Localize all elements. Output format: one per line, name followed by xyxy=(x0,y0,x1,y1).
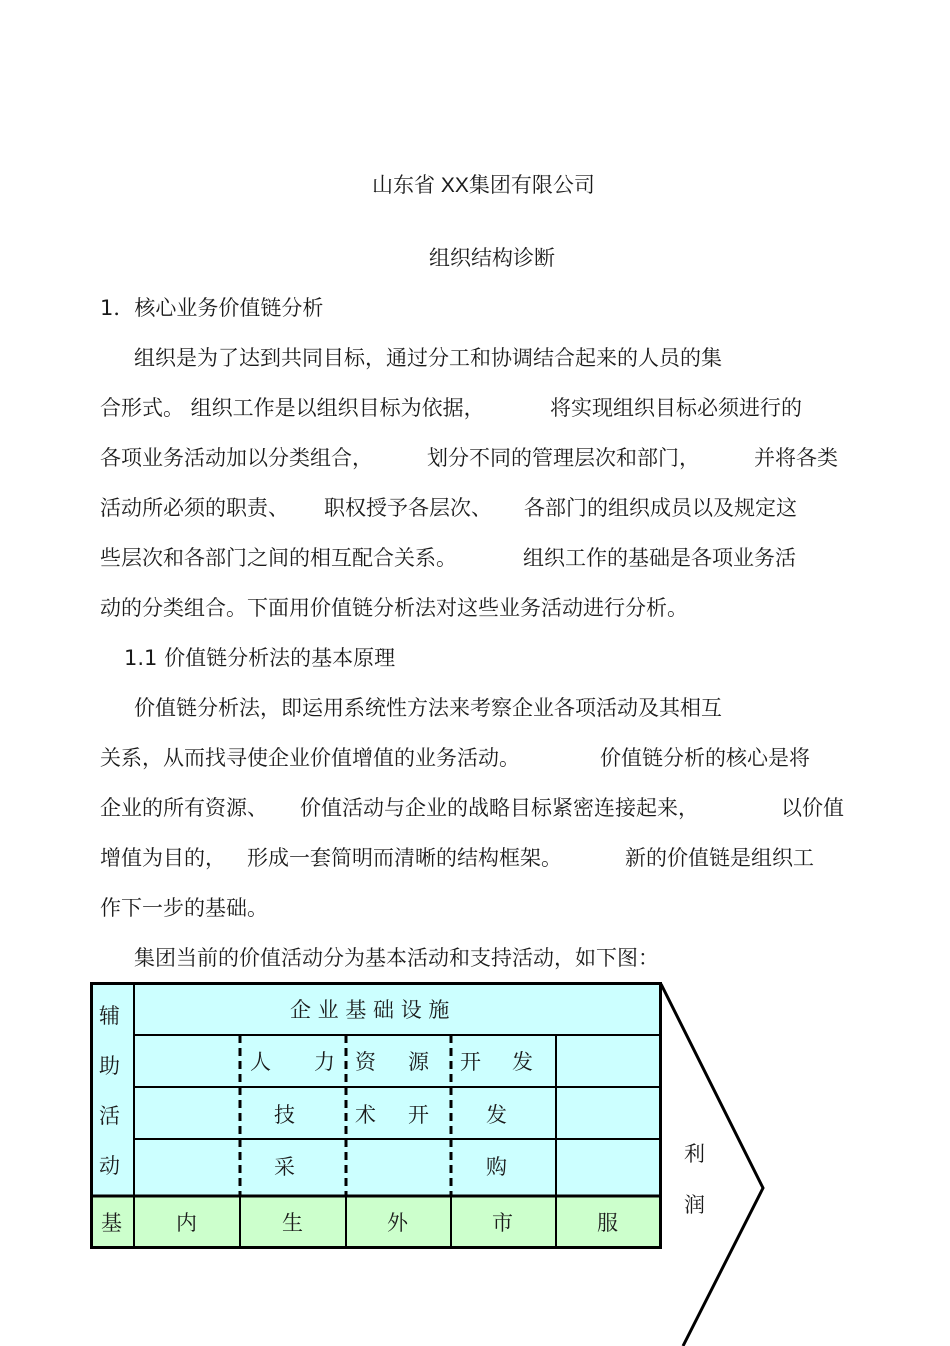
paragraph-line: 划分不同的管理层次和部门， xyxy=(427,446,700,470)
paragraph-line: 价值活动与企业的战略目标紧密连接起来， xyxy=(300,796,699,820)
primary-side-label: 基 xyxy=(101,1211,122,1235)
paragraph-line: 关系，从而找寻使企业价值增值的业务活动。 xyxy=(100,746,520,770)
paragraph-line: 合形式。 组织工作是以组织目标为依据， xyxy=(100,396,485,420)
paragraph-line: 各项业务活动加以分类组合， xyxy=(100,446,373,470)
support-side-label: 辅 xyxy=(99,1004,120,1028)
paragraph-line: 职权授予各层次、 xyxy=(324,496,492,520)
hr-label: 源 xyxy=(408,1050,429,1074)
primary-activity: 服 xyxy=(597,1211,618,1235)
paragraph-line: 些层次和各部门之间的相互配合关系。 xyxy=(100,546,457,570)
hr-label: 人 xyxy=(250,1050,271,1074)
tech-label: 术 xyxy=(355,1103,376,1127)
paragraph-line: 组织工作的基础是各项业务活 xyxy=(523,546,796,570)
paragraph-line: 企业的所有资源、 xyxy=(100,796,268,820)
paragraph-line: 并将各类 xyxy=(754,446,838,470)
hr-label: 开 xyxy=(460,1050,481,1074)
primary-activity: 市 xyxy=(492,1211,513,1235)
section-heading: 1．核心业务价值链分析 xyxy=(100,296,324,320)
paragraph-line: 价值链分析法，即运用系统性方法来考察企业各项活动及其相互 xyxy=(134,696,722,720)
paragraph-line: 增值为目的， xyxy=(100,846,226,870)
paragraph-line: 将实现组织目标必须进行的 xyxy=(550,396,802,420)
paragraph-line: 价值链分析的核心是将 xyxy=(600,746,810,770)
profit-label: 利 xyxy=(684,1142,705,1166)
infrastructure-label: 企 业 基 础 设 施 xyxy=(290,998,450,1022)
tech-label: 开 xyxy=(408,1103,429,1127)
company-name: 山东省 XX集团有限公司 xyxy=(372,174,595,197)
diagram-intro: 集团当前的价值活动分为基本活动和支持活动，如下图： xyxy=(134,946,659,970)
primary-activity: 内 xyxy=(176,1211,197,1235)
hr-label: 力 xyxy=(314,1050,335,1074)
paragraph-line: 形成一套简明而清晰的结构框架。 xyxy=(247,846,562,870)
procurement-label: 采 xyxy=(274,1155,295,1179)
paragraph-line: 各部门的组织成员以及规定这 xyxy=(524,496,797,520)
primary-activity: 生 xyxy=(282,1211,303,1235)
subsection-heading: 1.1 价值链分析法的基本原理 xyxy=(124,646,396,670)
tech-label: 技 xyxy=(274,1103,295,1127)
paragraph-line: 新的价值链是组织工 xyxy=(625,846,814,870)
support-side-label: 动 xyxy=(99,1154,120,1178)
tech-label: 发 xyxy=(486,1103,507,1127)
paragraph-line: 作下一步的基础。 xyxy=(100,896,268,920)
document-title: 组织结构诊断 xyxy=(429,246,555,270)
paragraph-line: 活动所必须的职责、 xyxy=(100,496,289,520)
primary-activity: 外 xyxy=(387,1211,408,1235)
hr-label: 资 xyxy=(355,1050,376,1074)
paragraph-line: 组织是为了达到共同目标，通过分工和协调结合起来的人员的集 xyxy=(134,346,722,370)
profit-label: 润 xyxy=(684,1193,705,1217)
hr-label: 发 xyxy=(512,1050,533,1074)
paragraph-line: 动的分类组合。下面用价值链分析法对这些业务活动进行分析。 xyxy=(100,596,688,620)
support-side-label: 助 xyxy=(99,1054,120,1078)
support-side-label: 活 xyxy=(99,1104,120,1128)
procurement-label: 购 xyxy=(486,1155,507,1179)
paragraph-line: 以价值 xyxy=(781,796,844,820)
